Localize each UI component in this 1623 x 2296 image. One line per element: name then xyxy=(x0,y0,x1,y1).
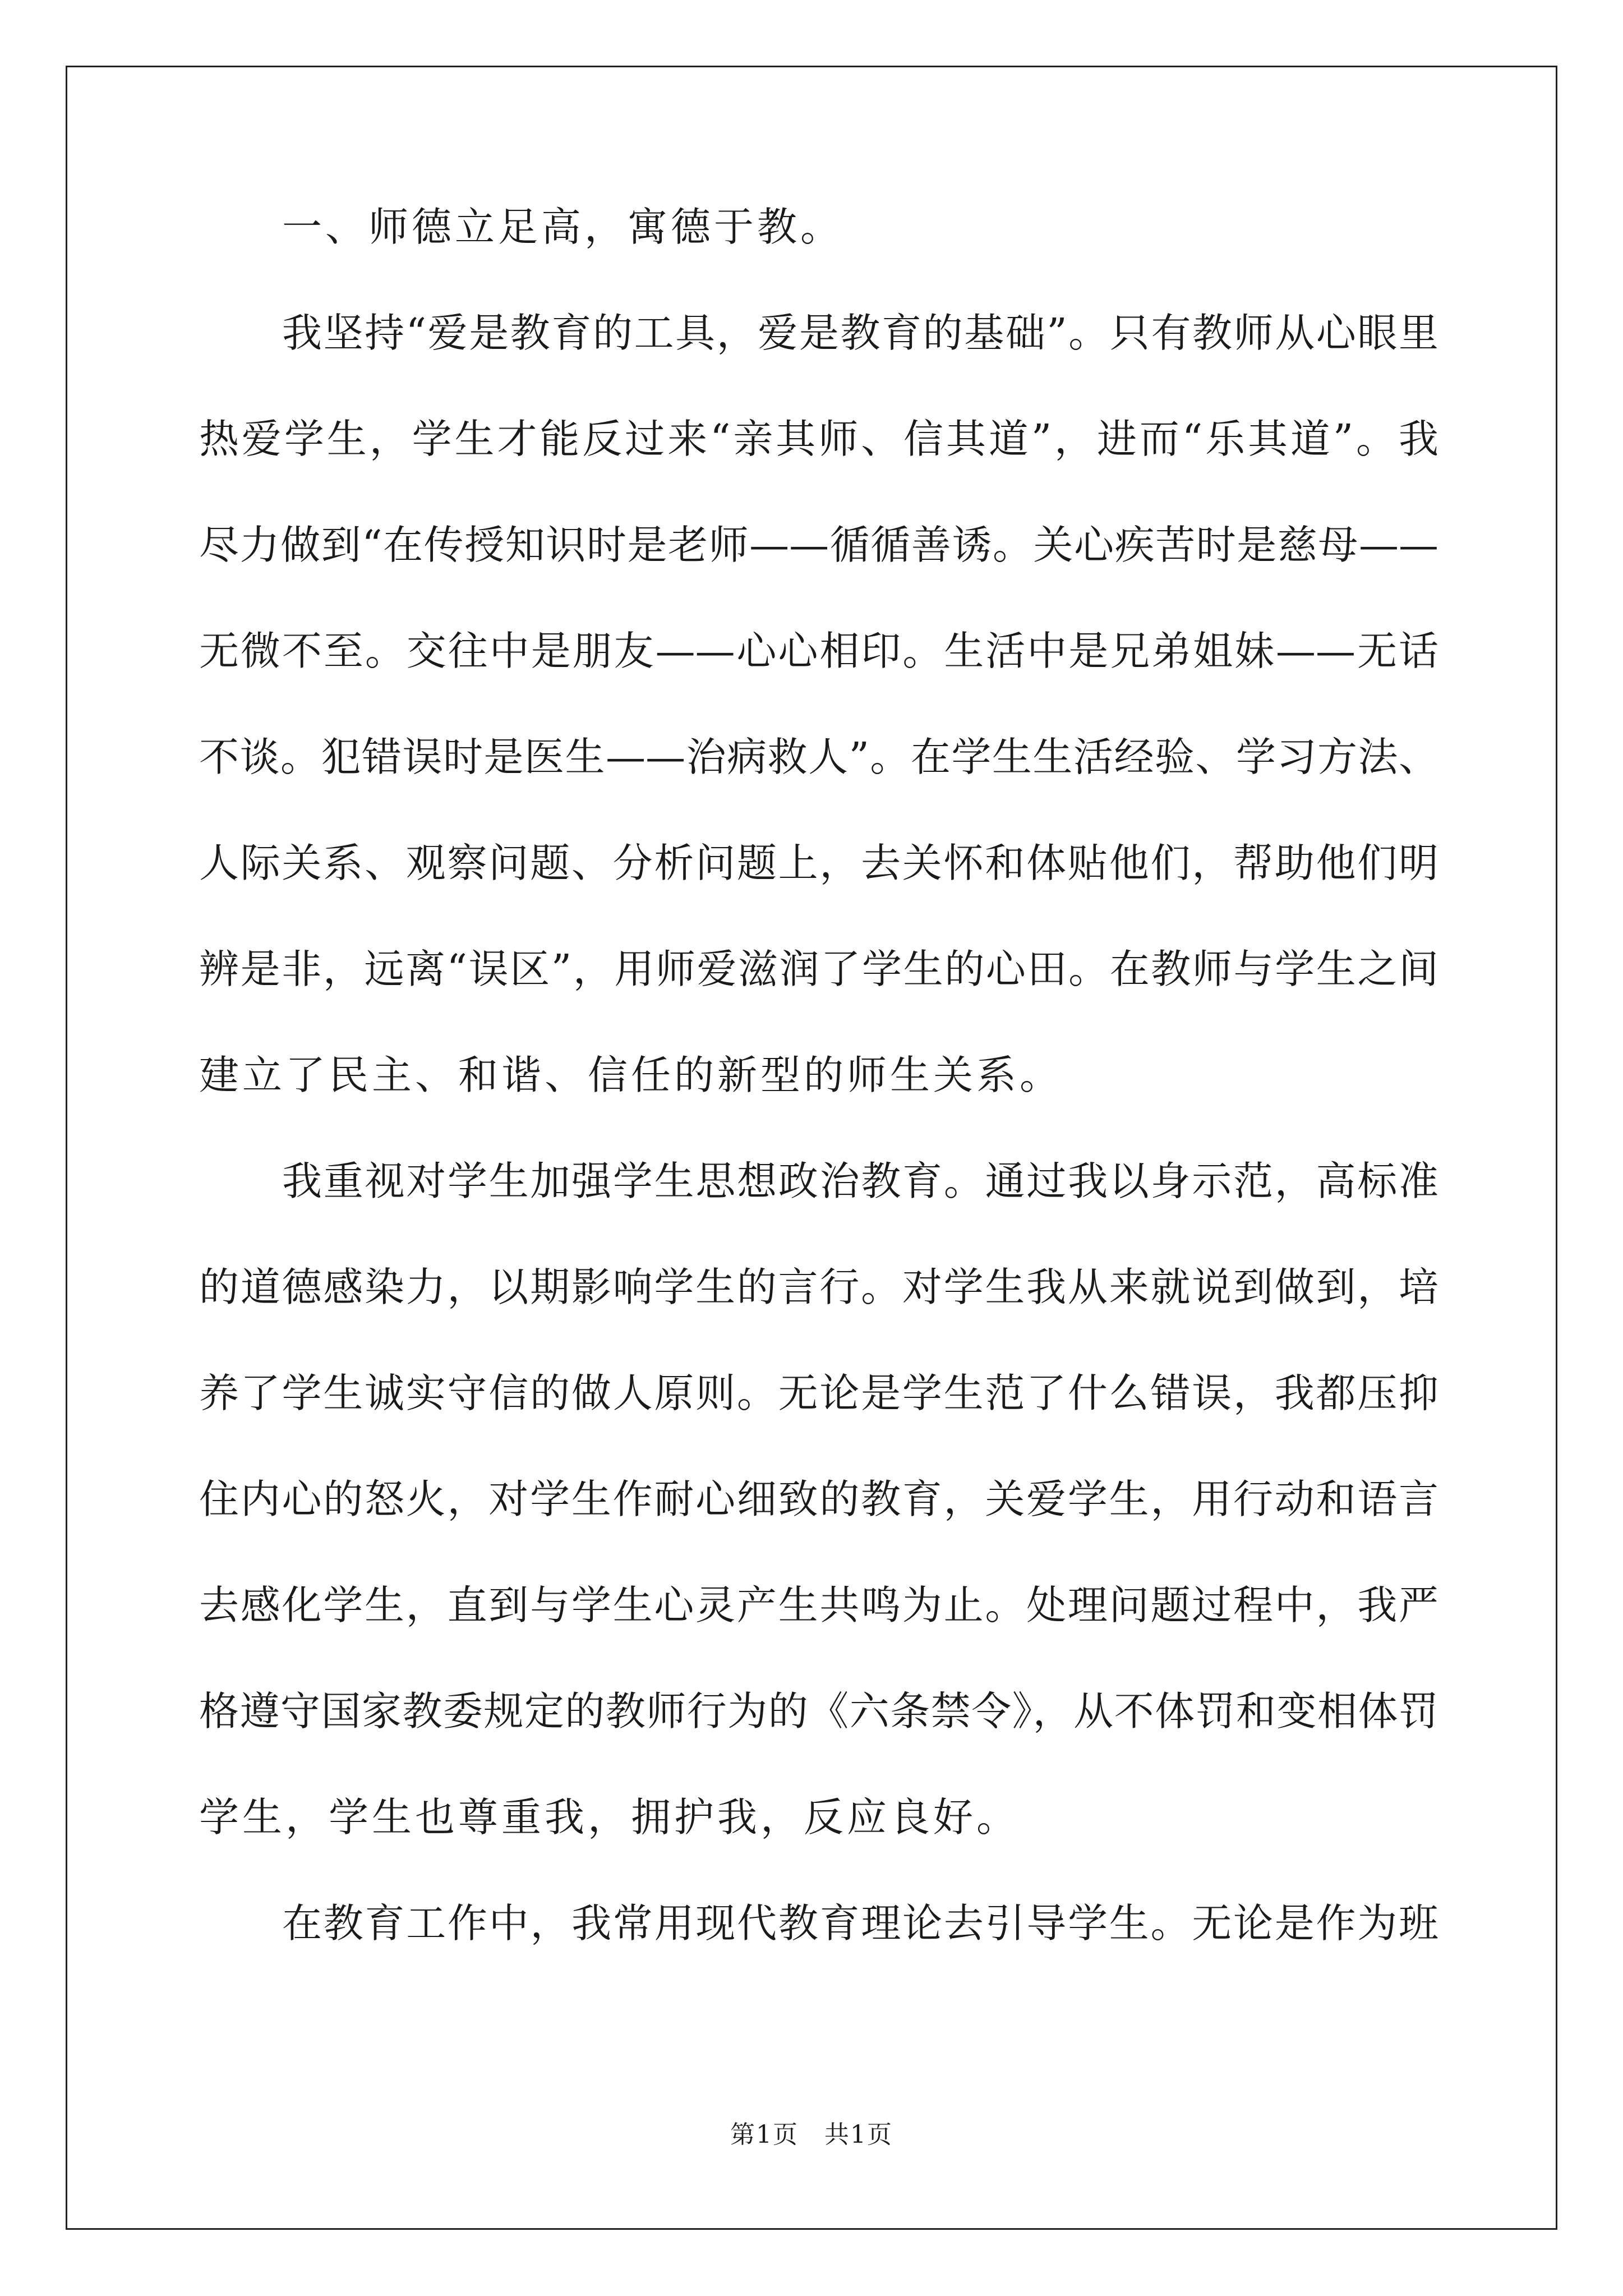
paragraph-line: 的道德感染力，以期影响学生的言行。对学生我从来就说到做到，培 xyxy=(199,1264,1438,1310)
paragraph-line: 人际关系、观察问题、分析问题上，去关怀和体贴他们，帮助他们明 xyxy=(199,840,1438,886)
paragraph-line: 格遵守国家教委规定的教师行为的《六条禁令》，从不体罚和变相体罚 xyxy=(199,1688,1438,1734)
paragraph-line: 热爱学生，学生才能反过来“亲其师、信其道”，进而“乐其道”。我 xyxy=(199,416,1438,462)
page-number-footer: 第1页 共1页 xyxy=(730,2120,893,2149)
paragraph-line: 我坚持“爱是教育的工具，爱是教育的基础”。只有教师从心眼里 xyxy=(282,310,1438,356)
document-body xyxy=(199,200,1438,1950)
paragraph-line: 在教育工作中，我常用现代教育理论去引导学生。无论是作为班 xyxy=(282,1900,1438,1947)
paragraph-line: 不谈。犯错误时是医生——治病救人”。在学生生活经验、学习方法、 xyxy=(199,734,1438,780)
section-heading: 一、师德立足高，寓德于教。 xyxy=(282,204,844,250)
paragraph-line: 无微不至。交往中是朋友——心心相印。生活中是兄弟姐妹——无话 xyxy=(199,628,1438,674)
paragraph-line: 住内心的怒火，对学生作耐心细致的教育，关爱学生，用行动和语言 xyxy=(199,1476,1438,1522)
paragraph-line: 我重视对学生加强学生思想政治教育。通过我以身示范，高标准 xyxy=(282,1158,1438,1204)
paragraph-line: 辨是非，远离“误区”，用师爱滋润了学生的心田。在教师与学生之间 xyxy=(199,946,1438,992)
paragraph-line: 学生，学生也尊重我，拥护我，反应良好。 xyxy=(199,1794,1020,1841)
paragraph-line: 建立了民主、和谐、信任的新型的师生关系。 xyxy=(199,1052,1063,1098)
paragraph-line: 尽力做到“在传授知识时是老师——循循善诱。关心疾苦时是慈母—— xyxy=(199,522,1438,568)
paragraph-line: 去感化学生，直到与学生心灵产生共鸣为止。处理问题过程中，我严 xyxy=(199,1582,1438,1628)
paragraph-line: 养了学生诚实守信的做人原则。无论是学生范了什么错误，我都压抑 xyxy=(199,1370,1438,1416)
